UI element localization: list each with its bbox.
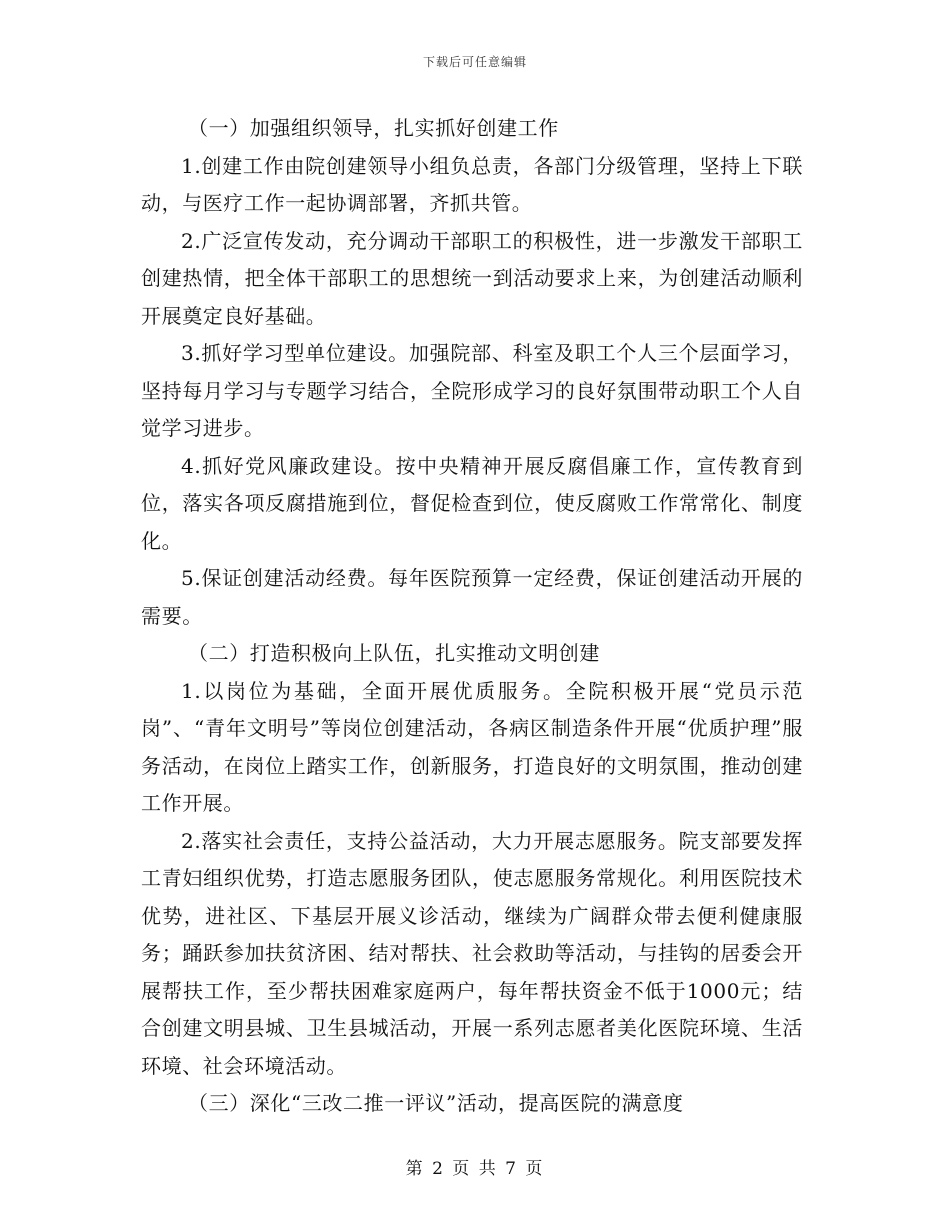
document-body <box>141 110 803 1123</box>
paragraph: 2.广泛宣传发动，充分调动干部职工的积极性，进一步激发干部职工创建热情，把全体干部职工的思想统一到活动要求上来，为创建活动顺利开展奠定良好基础。 <box>141 228 803 328</box>
paragraph: 3.抓好学习型单位建设。加强院部、科室及职工个人三个层面学习，坚持每月学习与专题学习结合，全院形成学习的良好氛围带动职工个人自觉学习进步。 <box>141 341 803 440</box>
page-footer: 第 2 页 共 7 页 <box>405 1159 545 1179</box>
section-heading-3: （三）深化“三改二推一评议”活动，提高医院的满意度 <box>188 1091 684 1115</box>
paragraph: 1.以岗位为基础，全面开展优质服务。全院积极开展“党员示范岗”、“青年文明号”等岗位创建活动，各病区制造条件开展“优质护理”服务活动，在岗位上踏实工作，创新服务，打造良好的文明氛围，推动创建工作开展。 <box>141 678 803 815</box>
paragraph: 5.保证创建活动经费。每年医院预算一定经费，保证创建活动开展的需要。 <box>141 566 803 628</box>
section-heading-1: （一）加强组织领导，扎实抓好创建工作 <box>188 116 559 140</box>
page-header: 下载后可任意编辑 <box>422 55 527 69</box>
paragraph: 4.抓好党风廉政建设。按中央精神开展反腐倡廉工作，宣传教育到位，落实各项反腐措施到位，督促检查到位，使反腐败工作常常化、制度化。 <box>141 453 803 553</box>
paragraph: 2.落实社会责任，支持公益活动，大力开展志愿服务。院支部要发挥工青妇组织优势，打造志愿服务团队，使志愿服务常规化。利用医院技术优势，进社区、下基层开展义诊活动，继续为广阔群众带去便利健康服务；踊跃参加扶贫济困、结对帮扶、社会救助等活动，与挂钩的居委会开展帮扶工作，至少帮扶困难家庭两户，每年帮扶资金不低于1000元；结合创建文明县城、卫生县城活动，开展一系列志愿者美化医院环境、生活环境、社会环境活动。 <box>141 828 803 1078</box>
paragraph: 1.创建工作由院创建领导小组负总责，各部门分级管理，坚持上下联动，与医疗工作一起协调部署，齐抓共管。 <box>141 153 803 215</box>
section-heading-2: （二）打造积极向上队伍，扎实推动文明创建 <box>188 641 600 665</box>
